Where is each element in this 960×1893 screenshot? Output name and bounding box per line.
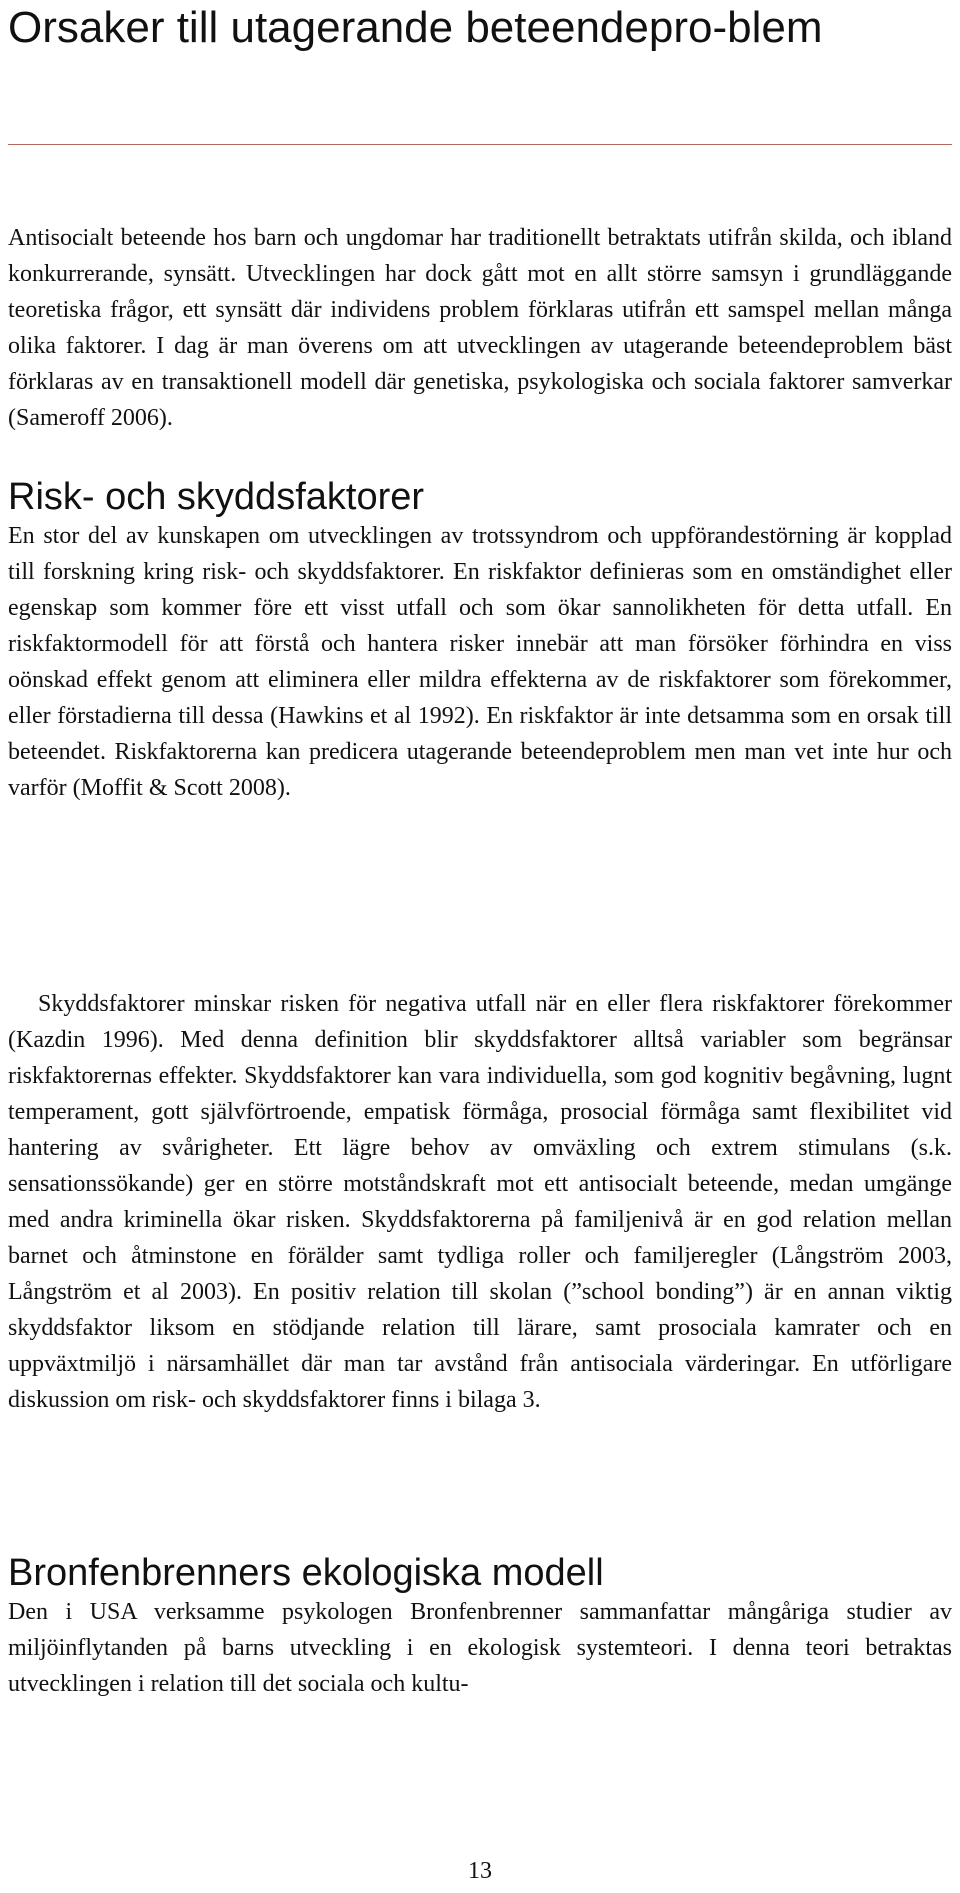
section-heading-risk-skydd: Risk- och skyddsfaktorer bbox=[8, 476, 425, 518]
title-divider bbox=[8, 144, 952, 145]
intro-paragraph: Antisocialt beteende hos barn och ungdomar har traditionellt betraktats utifrån skilda, och ibland konkurrerande, synsätt. Utvecklingen har dock gått mot en allt större samsyn i grundläggande teoretiska frågor, ett synsätt där individens problem förklaras utifrån ett samspel mellan många olika faktorer. I dag är man överens om att utvecklingen av utagerande beteendeproblem bäst förklaras av en transaktionell modell där genetiska, psykologiska och sociala faktorer samverkar (Sameroff 2006). bbox=[8, 225, 952, 431]
document-page bbox=[8, 0, 952, 1893]
section-heading-bronfenbrenner: Bronfenbrenners ekologiska modell bbox=[8, 1552, 604, 1594]
page-title: Orsaker till utagerande beteendepro-blem bbox=[8, 3, 823, 52]
risk-paragraph-1: En stor del av kunskapen om utvecklingen av trotssyndrom och uppförandestörning är kopplad till forskning kring risk- och skyddsfaktorer. En riskfaktor definieras som en omständighet eller egenskap som kommer före ett visst utfall och som ökar sannolikheten för detta utfall. En riskfaktormodell för att förstå och hantera risker innebär att man försöker förhindra en viss oönskad effekt genom att eliminera eller mildra effekterna av de riskfaktorer som förekommer, eller förstadierna till dessa (Hawkins et al 1992). En riskfaktor är inte detsamma som en orsak till beteendet. Riskfaktorerna kan predicera utagerande beteendeproblem men man vet inte hur och varför (Moffit & Scott 2008). bbox=[8, 523, 952, 801]
risk-paragraph-2: Skyddsfaktorer minskar risken för negativa utfall när en eller flera riskfaktorer förekommer (Kazdin 1996). Med denna definition blir skyddsfaktorer alltså variabler som begränsar riskfaktorernas effekter. Skyddsfaktorer kan vara individuella, som god kognitiv begåvning, lugnt temperament, gott självförtroende, empatisk förmåga, prosocial förmåga samt flexibilitet vid hantering av svårigheter. Ett lägre behov av omväxling och extrem stimulans (s.k. sensationssökande) ger en större motståndskraft mot ett antisocialt beteende, medan umgänge med andra kriminella ökar risken. Skyddsfaktorerna på familjenivå är en god relation mellan barnet och åtminstone en förälder samt tydliga roller och familjeregler (Långström 2003, Långström et al 2003). En positiv relation till skolan (”school bonding”) är en annan viktig skyddsfaktor liksom en stödjande relation till lärare, samt prosociala kamrater och en uppväxtmiljö i närsamhället där man tar avstånd från antisociala värderingar. En utförligare diskussion om risk- och skyddsfaktorer finns i bilaga 3. bbox=[8, 991, 952, 1413]
bronfenbrenner-paragraph: Den i USA verksamme psykologen Bronfenbrenner sammanfattar mångåriga studier av miljöinflytanden på barns utveckling i en ekologisk systemteori. I denna teori betraktas utvecklingen i relation till det sociala och kultu- bbox=[8, 1599, 952, 1697]
page-number: 13 bbox=[468, 1858, 492, 1884]
